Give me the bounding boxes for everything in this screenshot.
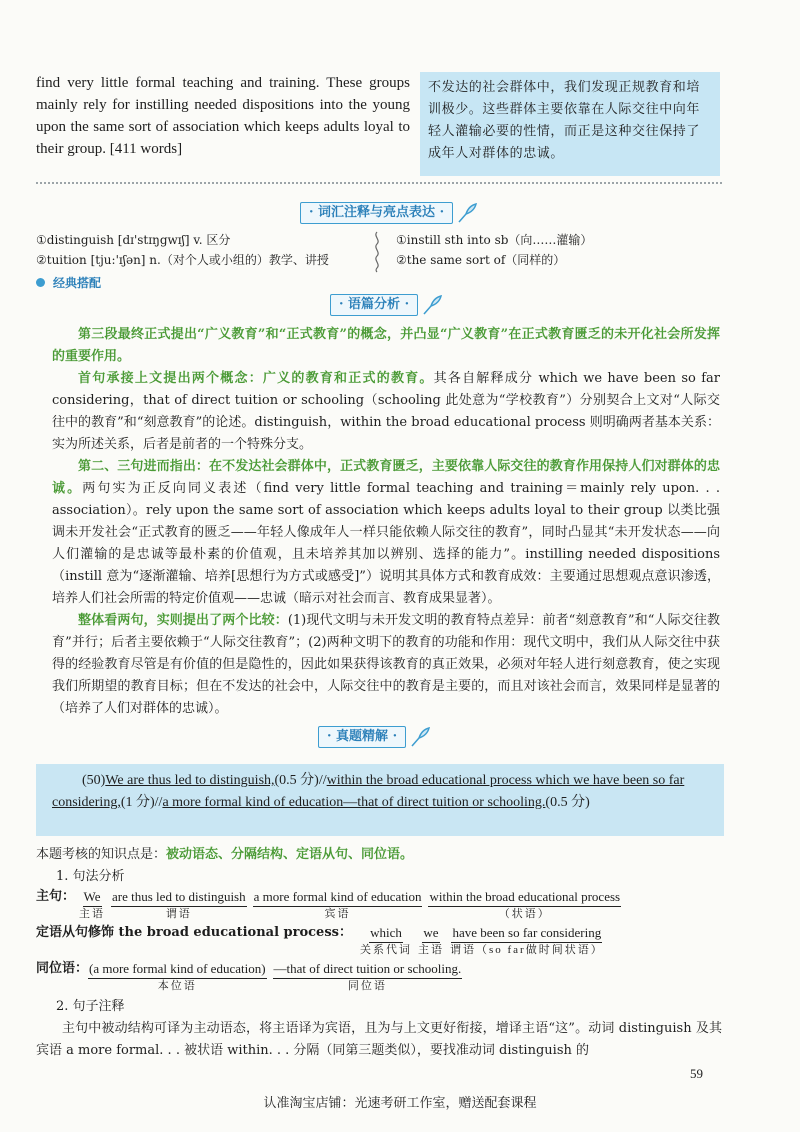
segment-1: We are thus led to distinguish, <box>105 773 275 788</box>
syntax-segment: (a more formal kind of education) 本位语 <box>89 961 266 992</box>
analysis-paragraph <box>52 368 720 456</box>
score-3: (0.5 分) <box>545 795 590 810</box>
score-1: (0.5 分)// <box>274 773 327 788</box>
footer-note: 认准淘宝店铺：光速考研工作室，赠送配套课程 <box>263 1096 537 1111</box>
main-clause-label: 主句： <box>36 889 76 904</box>
segment-3: a more formal kind of education—that of direct tuition or schooling. <box>162 795 546 810</box>
analysis-paragraph <box>52 456 720 610</box>
syntax-heading: 1. 句法分析 <box>56 869 125 884</box>
knowledge-points <box>36 844 413 866</box>
syntax-segment: are thus led to distinguish 谓语 <box>112 889 246 920</box>
score-2: (1 分)// <box>120 795 163 810</box>
exam-title-label: · 真题精解 · <box>318 726 406 748</box>
note-heading: 2. 句子注释 <box>56 999 125 1014</box>
bullet-icon <box>36 278 45 287</box>
page-number: 59 <box>690 1066 703 1081</box>
syntax-segment: we 主语 <box>417 925 444 956</box>
vocab-title-label: · 词汇注释与亮点表达 · <box>300 202 453 224</box>
dotted-divider <box>36 182 722 184</box>
exam-section-title <box>318 726 431 748</box>
syntax-segment: a more formal kind of education 宾语 <box>253 889 422 920</box>
analysis-paragraph <box>52 324 720 368</box>
analysis-highlight: 第二、三句进而指出：在不发达社会群体中，正式教育匮乏，主要依靠人际交往的教育作用保持人们对群体的忠诚。 <box>52 459 720 496</box>
relative-clause-row <box>36 924 610 957</box>
knowledge-list: 被动语态、分隔结构、定语从句、同位语。 <box>166 847 414 862</box>
chain-divider-icon <box>371 230 383 274</box>
translation-box <box>420 72 720 176</box>
vocab-item: ①distinguish [dɪ'stɪŋgwɪʃ] v. 区分 <box>36 233 231 247</box>
quill-icon <box>409 726 431 748</box>
collocation-label-text: 经典搭配 <box>53 276 102 290</box>
syntax-segment: have been so far considering 谓语（so far做时间状语） <box>449 925 604 956</box>
vocab-section-title <box>300 202 478 224</box>
collocation-label <box>36 274 101 291</box>
vocab-item: ②tuition [tju:'ɪʃən] n.（对个人或小组的）教学、讲授 <box>36 253 329 267</box>
appositive-label: 同位语： <box>36 961 89 976</box>
main-clause-row <box>36 888 627 921</box>
syntax-segment: within the broad educational process （状语） <box>429 889 621 920</box>
quill-icon <box>421 294 443 316</box>
translation-text: 不发达的社会群体中，我们发现正规教育和培训极少。这些群体主要依靠在人际交往中向年轻人灌输必要的性情，而正是这种交往保持了成年人对群体的忠诚。 <box>428 80 701 161</box>
vocab-item: ②the same sort of（同样的） <box>396 253 566 267</box>
analysis-paragraph <box>52 610 720 720</box>
relative-clause-label: 定语从句修饰 the broad educational process： <box>36 925 352 940</box>
passage-text: find very little formal teaching and training. These groups mainly rely for instilling needed dispositions into the young upon the same sort of association which keeps adults loyal to their group. [411 words] <box>36 75 410 157</box>
analysis-highlight: 第三段最终正式提出“广义教育”和“正式教育”的概念，并凸显“广义教育”在正式教育匮乏的未开化社会所发挥的重要作用。 <box>52 327 720 364</box>
exam-sentence-box <box>36 764 724 836</box>
knowledge-prefix: 本题考核的知识点是： <box>36 847 167 862</box>
syntax-segment: which 关系代词 <box>359 925 412 956</box>
syntax-segment: —that of direct tuition or schooling. 同位语 <box>273 961 462 992</box>
appositive-row <box>36 960 468 993</box>
analysis-section-title <box>330 294 443 316</box>
analysis-highlight: 整体看两句，实则提出了两个比较： <box>78 613 288 628</box>
analysis-highlight: 首句承接上文提出两个概念：广义的教育和正式的教育。 <box>78 371 434 386</box>
analysis-body <box>52 324 720 720</box>
vocab-item: ①instill sth into sb（向……灌输） <box>396 233 593 247</box>
analysis-text: 两句实为正反向同义表述（find very little formal teaching and training＝mainly rely upon. . . association）。rely upon the same sort of association which keeps adults loyal to their group 以类比强调未开发社会“正式教育的匮乏——年轻人像成年人一样只能依赖人际交往的教育”，同时凸显其“未开发状态——向人们灌输的是忠诚等最朴素的价值观，且未培养其加以辨别、选择的能力”。instilling needed dispositions（instill 意为“逐渐灌输、培养[思想行为方式或感受]”）说明其具体方式和教育成效：主要通过思想观点意识渗透，培养人们社会所需的特定价值观——忠诚（暗示对社会而言、教育成果显著）。 <box>52 481 720 606</box>
syntax-segment: We 主语 <box>79 889 106 920</box>
vocab-left <box>36 230 366 270</box>
analysis-text: (1)现代文明与未开发文明的教育特点差异：前者“刻意教育”和“人际交往教育”并行；后者主要依赖于“人际交往教育”；(2)两种文明下的教育的功能和作用：现代文明中，我们从人际交往中获得的经验教育尽管是有价值的但是隐性的，因此如果获得该教育的真正效果，必须对年轻人进行刻意教育，使之实现我们所期望的教育目标；但在不发达的社会中，人际交往中的教育是主要的，而且对该社会而言，效果同样是显著的（培养了人们对群体的忠诚）。 <box>52 613 720 716</box>
segment-2: within the broad educational process which we have been so far considering, <box>52 773 685 810</box>
note-text: 主句中被动结构可译为主动语态，将主语译为宾语，且为与上文更好衔接，增译主语“这”。动词 distinguish 及其宾语 a more formal. . . 被状语 within. . . 分隔（同第三题类似），要找准动词 distinguish 的 <box>36 1021 722 1058</box>
analysis-text: 其各自解释成分 which we have been so far considering，that of direct tuition or schooling（schooling 此处意为“学校教育”）分别契合上文对“人际交往中的教育”和“刻意教育”的论述。distinguish，within the broad educational process 则明确两者基本关系：实为所述关系，后者是前者的一个特殊分支。 <box>52 371 720 452</box>
analysis-title-label: · 语篇分析 · <box>330 294 418 316</box>
question-number: (50) <box>82 773 106 788</box>
quill-icon <box>456 202 478 224</box>
vocab-right <box>396 230 716 270</box>
exam-sentence <box>52 770 708 814</box>
